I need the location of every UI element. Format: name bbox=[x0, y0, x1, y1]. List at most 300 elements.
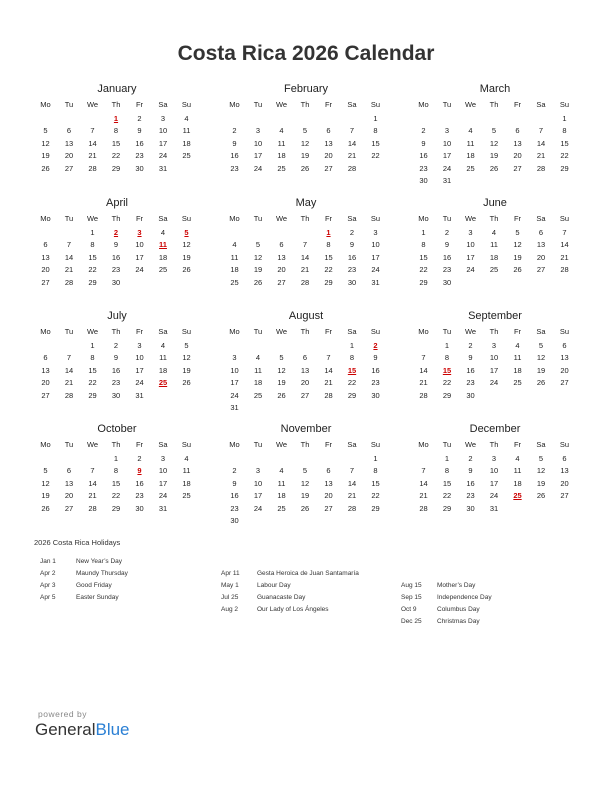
day-number: 19 bbox=[513, 252, 522, 262]
month-name: December bbox=[469, 423, 521, 435]
weekday-label: Su bbox=[559, 214, 570, 223]
day-number: 9 bbox=[444, 240, 450, 250]
day-number: 25 bbox=[182, 151, 191, 161]
weekday-label: Mo bbox=[418, 440, 429, 449]
holiday-date: Apr 2 bbox=[40, 570, 56, 577]
day-number: 18 bbox=[182, 478, 191, 488]
day-number: 12 bbox=[300, 478, 310, 488]
day-number: 10 bbox=[230, 365, 239, 375]
day-number: 9 bbox=[349, 240, 355, 250]
day-number: 22 bbox=[371, 151, 380, 161]
day-number: 16 bbox=[135, 478, 144, 488]
day-number: 13 bbox=[513, 138, 522, 148]
weekday-label: Th bbox=[111, 327, 121, 336]
day-number: 31 bbox=[135, 390, 144, 400]
day-number: 27 bbox=[560, 378, 569, 388]
day-number: 22 bbox=[560, 151, 569, 161]
day-number: 14 bbox=[419, 478, 428, 488]
day-number: 5 bbox=[302, 466, 308, 476]
weekday-label: Th bbox=[300, 100, 310, 109]
day-number: 14 bbox=[419, 365, 428, 375]
day-number: 15 bbox=[442, 478, 452, 488]
day-number: 27 bbox=[560, 491, 569, 501]
day-number: 23 bbox=[466, 491, 475, 501]
day-number: 3 bbox=[444, 126, 450, 136]
day-number: 2 bbox=[137, 114, 142, 123]
weekday-label: We bbox=[275, 214, 288, 223]
day-number: 8 bbox=[90, 240, 95, 250]
day-number: 23 bbox=[419, 163, 428, 173]
day-number: 21 bbox=[347, 491, 357, 501]
weekday-label: We bbox=[86, 214, 99, 223]
day-number: 24 bbox=[158, 151, 168, 161]
day-number: 3 bbox=[491, 454, 497, 463]
day-number: 20 bbox=[324, 151, 333, 161]
weekday-label: Su bbox=[370, 327, 381, 336]
month-name: March bbox=[479, 83, 511, 95]
day-number: 27 bbox=[324, 163, 333, 173]
weekday-label: Sa bbox=[347, 327, 357, 336]
holiday-name: Columbus Day bbox=[437, 606, 480, 613]
day-number: 10 bbox=[442, 138, 452, 148]
day-number: 29 bbox=[442, 390, 452, 400]
day-number: 17 bbox=[158, 478, 168, 488]
weekday-label: Fr bbox=[135, 327, 144, 336]
day-number: 23 bbox=[230, 503, 239, 513]
day-number: 8 bbox=[373, 466, 378, 476]
day-number: 28 bbox=[300, 277, 310, 287]
day-number: 2 bbox=[232, 466, 237, 476]
day-number: 7 bbox=[66, 353, 72, 363]
day-number: 3 bbox=[491, 341, 497, 350]
day-number: 15 bbox=[324, 252, 333, 262]
month-name: January bbox=[97, 83, 137, 95]
day-number: 4 bbox=[160, 228, 166, 237]
weekday-label: Th bbox=[489, 327, 499, 336]
weekday-label: Tu bbox=[442, 214, 452, 223]
day-number: 1 bbox=[90, 341, 95, 350]
day-number: 12 bbox=[182, 240, 191, 250]
day-number: 2 bbox=[232, 126, 237, 136]
day-number: 5 bbox=[491, 126, 497, 136]
day-number: 28 bbox=[88, 163, 97, 173]
month-name: June bbox=[483, 197, 507, 209]
weekday-label: Th bbox=[300, 327, 310, 336]
day-number: 20 bbox=[536, 252, 546, 262]
day-number: 26 bbox=[182, 378, 191, 388]
day-number: 28 bbox=[419, 390, 428, 400]
day-number: 23 bbox=[347, 265, 357, 275]
day-number: 2 bbox=[421, 126, 426, 136]
day-number: 23 bbox=[111, 265, 121, 275]
day-number: 28 bbox=[88, 503, 97, 513]
day-number: 9 bbox=[232, 478, 237, 488]
day-number: 24 bbox=[158, 491, 168, 501]
day-number: 31 bbox=[371, 277, 380, 287]
day-number: 18 bbox=[277, 151, 286, 161]
day-number: 13 bbox=[277, 252, 286, 262]
day-number: 17 bbox=[135, 365, 144, 375]
day-number: 25 bbox=[277, 503, 286, 513]
day-number: 12 bbox=[489, 138, 499, 148]
day-number: 21 bbox=[324, 378, 333, 388]
day-number: 4 bbox=[515, 341, 520, 350]
weekday-label: Sa bbox=[158, 440, 168, 449]
day-number: 20 bbox=[64, 151, 74, 161]
day-number: 5 bbox=[279, 353, 284, 363]
brand-logo bbox=[35, 720, 130, 740]
day-number: 13 bbox=[300, 365, 310, 375]
day-number: 10 bbox=[158, 126, 168, 136]
day-number: 2 bbox=[137, 454, 142, 463]
holiday-day: 2 bbox=[113, 228, 119, 237]
day-number: 20 bbox=[560, 478, 569, 488]
day-number: 4 bbox=[279, 126, 284, 136]
weekday-label: Sa bbox=[536, 440, 546, 449]
weekday-label: Mo bbox=[229, 100, 240, 109]
holiday-date: Oct 9 bbox=[401, 606, 417, 613]
day-number: 27 bbox=[41, 277, 50, 287]
weekday-label: Fr bbox=[135, 214, 144, 223]
day-number: 22 bbox=[111, 151, 121, 161]
day-number: 3 bbox=[232, 353, 237, 363]
weekday-label: Mo bbox=[229, 440, 240, 449]
day-number: 10 bbox=[489, 466, 499, 476]
day-number: 24 bbox=[371, 265, 380, 275]
day-number: 19 bbox=[41, 151, 50, 161]
day-number: 21 bbox=[419, 378, 428, 388]
day-number: 28 bbox=[536, 163, 546, 173]
day-number: 9 bbox=[421, 138, 426, 148]
day-number: 15 bbox=[371, 138, 380, 148]
day-number: 17 bbox=[158, 138, 168, 148]
weekday-label: Su bbox=[559, 440, 570, 449]
weekday-label: Mo bbox=[40, 440, 51, 449]
day-number: 9 bbox=[468, 353, 473, 363]
day-number: 6 bbox=[66, 126, 72, 136]
day-number: 4 bbox=[255, 353, 261, 363]
day-number: 22 bbox=[111, 491, 121, 501]
day-number: 2 bbox=[468, 454, 473, 463]
day-number: 2 bbox=[444, 228, 450, 237]
weekday-label: Sa bbox=[158, 100, 168, 109]
weekday-label: We bbox=[86, 440, 99, 449]
day-number: 8 bbox=[444, 353, 450, 363]
day-number: 26 bbox=[253, 277, 263, 287]
day-number: 13 bbox=[324, 478, 333, 488]
weekday-label: Mo bbox=[418, 100, 429, 109]
day-number: 28 bbox=[419, 503, 428, 513]
day-number: 30 bbox=[419, 176, 428, 185]
weekday-label: Fr bbox=[135, 100, 144, 109]
weekday-label: Mo bbox=[229, 214, 240, 223]
day-number: 17 bbox=[466, 252, 475, 262]
day-number: 29 bbox=[442, 503, 452, 513]
day-number: 30 bbox=[111, 277, 121, 287]
day-number: 11 bbox=[513, 466, 522, 476]
day-number: 19 bbox=[536, 365, 546, 375]
day-number: 13 bbox=[560, 466, 569, 476]
day-number: 17 bbox=[135, 252, 144, 262]
day-number: 13 bbox=[41, 252, 50, 262]
weekday-label: Mo bbox=[40, 327, 51, 336]
day-number: 16 bbox=[466, 365, 475, 375]
day-number: 6 bbox=[515, 126, 520, 136]
weekday-label: We bbox=[275, 100, 288, 109]
day-number: 10 bbox=[135, 353, 144, 363]
day-number: 15 bbox=[560, 138, 569, 148]
day-number: 16 bbox=[347, 252, 357, 262]
holiday-date: Sep 15 bbox=[401, 594, 422, 601]
holiday-name: Labour Day bbox=[257, 582, 291, 589]
day-number: 3 bbox=[373, 228, 378, 237]
day-number: 30 bbox=[135, 503, 144, 513]
weekday-label: Fr bbox=[135, 440, 144, 449]
day-number: 27 bbox=[300, 390, 310, 400]
day-number: 23 bbox=[111, 378, 121, 388]
holiday-name: New Year’s Day bbox=[76, 558, 123, 565]
day-number: 24 bbox=[253, 503, 263, 513]
month-name: May bbox=[295, 197, 317, 209]
day-number: 7 bbox=[326, 353, 331, 363]
weekday-label: We bbox=[464, 440, 477, 449]
day-number: 8 bbox=[349, 353, 355, 363]
day-number: 28 bbox=[64, 390, 74, 400]
day-number: 26 bbox=[536, 491, 546, 501]
day-number: 27 bbox=[41, 390, 50, 400]
holiday-name: Our Lady of Los Ángeles bbox=[257, 606, 329, 613]
day-number: 12 bbox=[513, 240, 522, 250]
month-name: September bbox=[468, 310, 522, 322]
day-number: 5 bbox=[184, 341, 189, 350]
day-number: 22 bbox=[442, 378, 452, 388]
day-number: 21 bbox=[347, 151, 357, 161]
day-number: 12 bbox=[536, 353, 546, 363]
weekday-label: We bbox=[464, 214, 477, 223]
day-number: 23 bbox=[135, 491, 144, 501]
day-number: 18 bbox=[489, 252, 499, 262]
day-number: 19 bbox=[182, 365, 191, 375]
day-number: 20 bbox=[277, 265, 286, 275]
day-number: 17 bbox=[253, 151, 263, 161]
day-number: 14 bbox=[560, 240, 569, 250]
day-number: 30 bbox=[347, 277, 357, 287]
day-number: 8 bbox=[444, 466, 450, 476]
month-name: November bbox=[280, 423, 332, 435]
day-number: 15 bbox=[371, 478, 380, 488]
day-number: 11 bbox=[182, 126, 191, 136]
weekday-label: Fr bbox=[513, 327, 522, 336]
day-number: 6 bbox=[562, 454, 567, 463]
day-number: 12 bbox=[41, 138, 50, 148]
day-number: 3 bbox=[160, 454, 166, 463]
day-number: 28 bbox=[347, 163, 357, 173]
day-number: 21 bbox=[536, 151, 546, 161]
day-number: 7 bbox=[349, 126, 355, 136]
day-number: 9 bbox=[468, 466, 473, 476]
day-number: 21 bbox=[88, 151, 97, 161]
day-number: 3 bbox=[255, 466, 261, 476]
day-number: 22 bbox=[371, 491, 380, 501]
day-number: 29 bbox=[88, 277, 97, 287]
day-number: 14 bbox=[88, 138, 97, 148]
day-number: 13 bbox=[324, 138, 333, 148]
day-number: 25 bbox=[489, 265, 499, 275]
day-number: 26 bbox=[41, 503, 50, 513]
day-number: 18 bbox=[230, 265, 239, 275]
day-number: 25 bbox=[182, 491, 191, 501]
day-number: 7 bbox=[302, 240, 308, 250]
holiday-name: Mother’s Day bbox=[437, 582, 476, 589]
day-number: 21 bbox=[560, 252, 569, 262]
weekday-label: Fr bbox=[513, 440, 522, 449]
day-number: 18 bbox=[158, 252, 168, 262]
day-number: 5 bbox=[302, 126, 308, 136]
day-number: 21 bbox=[419, 491, 428, 501]
weekday-label: Th bbox=[489, 440, 499, 449]
weekday-label: Th bbox=[111, 214, 121, 223]
weekday-label: Sa bbox=[158, 327, 168, 336]
day-number: 25 bbox=[230, 277, 239, 287]
holiday-day: 25 bbox=[513, 491, 522, 501]
day-number: 5 bbox=[43, 126, 48, 136]
day-number: 31 bbox=[230, 403, 239, 412]
day-number: 17 bbox=[489, 365, 499, 375]
day-number: 9 bbox=[113, 353, 119, 363]
day-number: 19 bbox=[536, 478, 546, 488]
day-number: 22 bbox=[442, 491, 452, 501]
day-number: 21 bbox=[300, 265, 310, 275]
holiday-date: May 1 bbox=[221, 582, 239, 589]
day-number: 9 bbox=[373, 353, 378, 363]
day-number: 8 bbox=[90, 353, 95, 363]
month-name: February bbox=[283, 83, 329, 95]
weekday-label: Tu bbox=[253, 100, 263, 109]
day-number: 11 bbox=[490, 240, 498, 250]
day-number: 28 bbox=[347, 503, 357, 513]
day-number: 6 bbox=[326, 466, 331, 476]
weekday-label: Th bbox=[111, 100, 121, 109]
day-number: 6 bbox=[43, 353, 48, 363]
month-name: April bbox=[105, 197, 128, 209]
day-number: 5 bbox=[538, 454, 544, 463]
day-number: 12 bbox=[41, 478, 50, 488]
day-number: 25 bbox=[466, 163, 475, 173]
weekday-label: Fr bbox=[324, 327, 333, 336]
day-number: 2 bbox=[349, 228, 355, 237]
day-number: 29 bbox=[111, 503, 121, 513]
day-number: 14 bbox=[324, 365, 333, 375]
day-number: 26 bbox=[182, 265, 191, 275]
day-number: 7 bbox=[562, 228, 567, 237]
day-number: 7 bbox=[90, 466, 95, 476]
day-number: 27 bbox=[64, 503, 74, 513]
month-name: October bbox=[97, 423, 137, 435]
month-name: August bbox=[288, 310, 324, 322]
day-number: 18 bbox=[158, 365, 168, 375]
weekday-label: Tu bbox=[442, 440, 452, 449]
day-number: 8 bbox=[326, 240, 331, 250]
day-number: 6 bbox=[66, 466, 72, 476]
day-number: 17 bbox=[371, 252, 380, 262]
day-number: 4 bbox=[184, 454, 189, 463]
day-number: 20 bbox=[560, 365, 569, 375]
day-number: 12 bbox=[253, 252, 263, 262]
day-number: 23 bbox=[135, 151, 144, 161]
weekday-label: We bbox=[86, 327, 99, 336]
day-number: 26 bbox=[41, 163, 50, 173]
day-number: 25 bbox=[253, 390, 263, 400]
day-number: 27 bbox=[277, 277, 286, 287]
day-number: 15 bbox=[419, 252, 428, 262]
day-number: 9 bbox=[113, 240, 119, 250]
day-number: 3 bbox=[160, 114, 166, 123]
holiday-day: 15 bbox=[442, 365, 452, 375]
weekday-label: Th bbox=[300, 440, 310, 449]
page-title: Costa Rica 2026 Calendar bbox=[177, 42, 435, 65]
day-number: 6 bbox=[43, 240, 48, 250]
day-number: 22 bbox=[324, 265, 333, 275]
day-number: 29 bbox=[371, 503, 380, 513]
day-number: 11 bbox=[466, 138, 475, 148]
day-number: 6 bbox=[326, 126, 331, 136]
day-number: 23 bbox=[371, 378, 380, 388]
holiday-date: Apr 11 bbox=[221, 570, 240, 577]
day-number: 14 bbox=[347, 478, 357, 488]
day-number: 31 bbox=[442, 176, 452, 185]
holiday-date: Dec 25 bbox=[401, 618, 422, 625]
weekday-label: Fr bbox=[513, 214, 522, 223]
holiday-name: Guanacaste Day bbox=[257, 594, 306, 601]
day-number: 28 bbox=[324, 390, 333, 400]
holiday-day: 15 bbox=[347, 365, 357, 375]
day-number: 11 bbox=[513, 353, 522, 363]
day-number: 26 bbox=[513, 265, 522, 275]
weekday-label: Mo bbox=[40, 100, 51, 109]
day-number: 4 bbox=[468, 126, 473, 136]
day-number: 16 bbox=[419, 151, 428, 161]
day-number: 24 bbox=[253, 163, 263, 173]
day-number: 14 bbox=[300, 252, 310, 262]
day-number: 24 bbox=[230, 390, 239, 400]
day-number: 13 bbox=[64, 138, 74, 148]
holiday-name: Maundy Thursday bbox=[76, 570, 128, 577]
holidays-title: 2026 Costa Rica Holidays bbox=[34, 538, 121, 547]
day-number: 23 bbox=[466, 378, 475, 388]
day-number: 30 bbox=[466, 390, 475, 400]
day-number: 29 bbox=[111, 163, 121, 173]
day-number: 22 bbox=[88, 265, 97, 275]
day-number: 1 bbox=[444, 341, 450, 350]
day-number: 3 bbox=[255, 126, 261, 136]
day-number: 8 bbox=[562, 126, 567, 136]
weekday-label: Su bbox=[370, 100, 381, 109]
day-number: 18 bbox=[513, 365, 522, 375]
day-number: 11 bbox=[182, 466, 191, 476]
day-number: 5 bbox=[515, 228, 520, 237]
weekday-label: We bbox=[464, 100, 477, 109]
holiday-name: Easter Sunday bbox=[76, 594, 119, 601]
weekday-label: We bbox=[275, 440, 288, 449]
day-number: 4 bbox=[279, 466, 284, 476]
holiday-date: Aug 2 bbox=[221, 606, 238, 613]
day-number: 11 bbox=[230, 252, 239, 262]
holiday-day: 5 bbox=[184, 228, 189, 237]
day-number: 1 bbox=[562, 114, 567, 123]
day-number: 7 bbox=[421, 353, 426, 363]
day-number: 19 bbox=[277, 378, 286, 388]
day-number: 27 bbox=[513, 163, 522, 173]
